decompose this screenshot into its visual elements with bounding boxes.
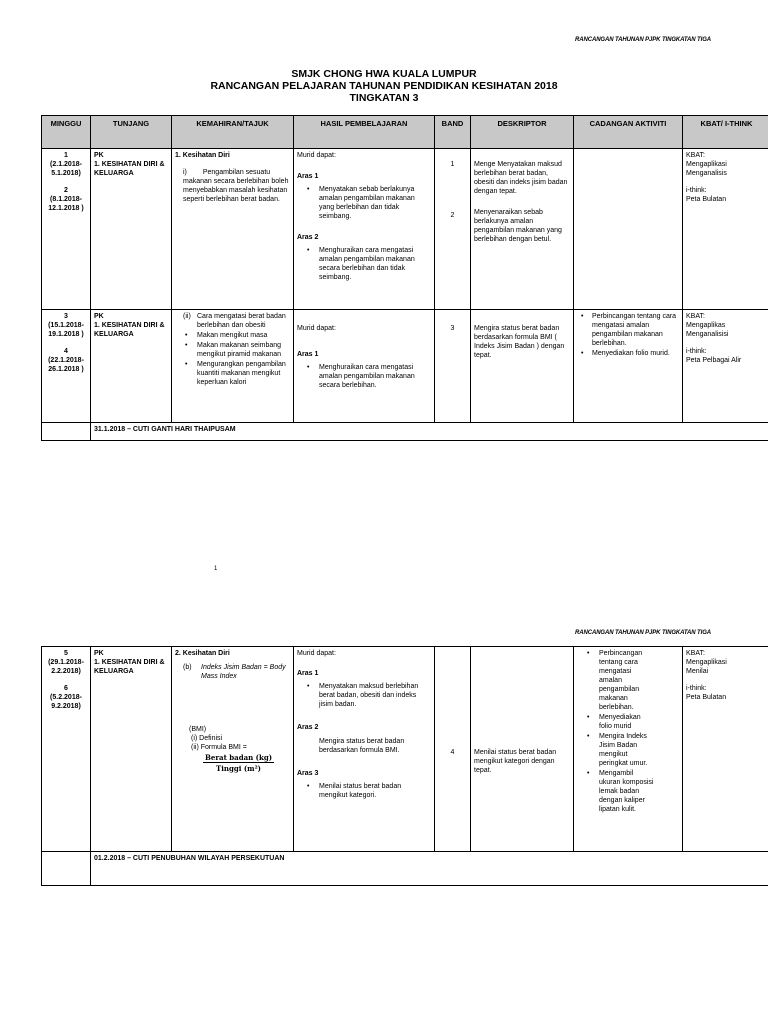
- descriptor-cell: [471, 310, 574, 423]
- tunjang-cell: [91, 149, 172, 310]
- outcome-item: • Menghuraikan cara mengatasi amalan pengambilan makanan secara berlebihan dan tidak seimbang.: [297, 246, 431, 282]
- week-number: 3: [64, 313, 68, 320]
- list-item: • Makan mengikut masa: [175, 331, 290, 340]
- header-deskriptor: DESKRIPTOR: [471, 116, 574, 149]
- table-row: [42, 647, 768, 852]
- aras-label: Aras 3: [297, 770, 319, 777]
- week-number: 1: [64, 152, 68, 159]
- aras-label: Aras 1: [297, 351, 319, 358]
- bmi-formula-label: (ii) Formula BMI =: [191, 744, 247, 751]
- activity-cell: [574, 310, 683, 423]
- kbat-cell: [683, 647, 768, 852]
- holiday-text: 01.2.2018 – CUTI PENUBUHAN WILAYAH PERSEKUTUAN: [91, 852, 768, 886]
- kbat-value: Mengaplikasi: [686, 161, 727, 168]
- activity-item: • Menyediakan folio murid: [577, 713, 655, 731]
- tunjang-name: 1. KESIHATAN DIRI & KELUARGA: [94, 322, 165, 338]
- murid-dapat: Murid dapat:: [297, 152, 336, 159]
- activity-item: • Menyediakan folio murid.: [577, 349, 679, 358]
- band-cell: [435, 149, 471, 310]
- activity-cell: [574, 647, 683, 852]
- topic-title: 2. Kesihatan Diri: [175, 650, 230, 657]
- week-cell: [42, 149, 91, 310]
- tunjang-code: PK: [94, 313, 104, 320]
- holiday-row: [42, 423, 768, 441]
- header-tunjang: TUNJANG: [91, 116, 172, 149]
- aras-label: Aras 1: [297, 670, 319, 677]
- holiday-row: [42, 852, 768, 886]
- header-kbat: KBAT/ I-THINK: [683, 116, 768, 149]
- subtopic-marker: i): [183, 169, 187, 176]
- yearly-plan-table: [41, 115, 768, 441]
- week-dates: (8.1.2018-12.1.2018 ): [48, 196, 84, 212]
- topic-cell: [172, 149, 294, 310]
- holiday-text: 31.1.2018 – CUTI GANTI HARI THAIPUSAM: [91, 423, 768, 441]
- activity-item: • Mengira Indeks Jisim Badan mengikut peringkat umur.: [577, 732, 655, 768]
- holiday-spacer: [42, 423, 91, 441]
- aras-label: Aras 1: [297, 173, 319, 180]
- tunjang-cell: [91, 647, 172, 852]
- activity-item: • Perbincangan tentang cara mengatasi amalan pengambilan makanan berlebihan.: [577, 312, 679, 348]
- topic-cell: [172, 310, 294, 423]
- aras-label: Aras 2: [297, 234, 319, 241]
- outcome-item: Mengira status berat badan berdasarkan formula BMI.: [319, 738, 405, 754]
- tunjang-code: PK: [94, 152, 104, 159]
- week-cell: [42, 310, 91, 423]
- week-number: 4: [64, 348, 68, 355]
- outcome-item: • Menyatakan sebab berlakunya amalan pengambilan makanan yang berlebihan dan tidak seimbang.: [297, 185, 431, 221]
- kbat-value: Menilai: [686, 668, 709, 675]
- kbat-label: KBAT:: [686, 313, 705, 320]
- subtopic-text: Indeks Jisim Badan = Body Mass Index: [201, 664, 286, 680]
- subtopic-text-first: Pengambilan sesuatu: [202, 169, 271, 176]
- week-dates: (29.1.2018-2.2.2018): [48, 659, 84, 675]
- ithink-label: i-think:: [686, 348, 707, 355]
- topic-cell: [172, 647, 294, 852]
- descriptor-text: Mengira status berat badan berdasarkan formula BMI ( Indeks Jisim Badan ) dengan tepat.: [474, 325, 565, 359]
- descriptor-text: Menge Menyatakan maksud berlebihan berat badan, obesiti dan indeks jisim badan dengan tepat.: [474, 161, 568, 195]
- week-dates: (5.2.2018-9.2.2018): [50, 694, 82, 710]
- week-dates: (22.1.2018-26.1.2018 ): [48, 357, 84, 373]
- kbat-cell: [683, 149, 768, 310]
- descriptor-text: Menilai status berat badan mengikut kategori dengan tepat.: [474, 749, 557, 774]
- subtopic-text-rest: makanan secara berlebihan boleh menyebabkan masalah kesihatan seperti berlebihan berat badan.: [183, 178, 289, 203]
- kbat-value: Menganalisisi: [686, 331, 729, 338]
- tunjang-name: 1. KESIHATAN DIRI & KELUARGA: [94, 659, 165, 675]
- ithink-label: i-think:: [686, 187, 707, 194]
- subtopic-marker: (ii): [183, 313, 191, 320]
- ithink-label: i-think:: [686, 685, 707, 692]
- activity-item: • Mengambil ukuran komposisi lemak badan dengan kaliper lipatan kulit.: [577, 769, 655, 814]
- week-dates: (2.1.2018-5.1.2018): [50, 161, 82, 177]
- descriptor-cell: [471, 149, 574, 310]
- ithink-value: Peta Pelbagai Alir: [686, 357, 742, 364]
- subtopic: [175, 168, 290, 204]
- formula-numerator: Berat badan (kg): [205, 753, 273, 762]
- ithink-value: Peta Bulatan: [686, 694, 727, 701]
- aras-label: Aras 2: [297, 724, 319, 731]
- ithink-value: Peta Bulatan: [686, 196, 727, 203]
- kbat-value: Mengaplikasi: [686, 659, 727, 666]
- subtopic-marker: (b): [183, 664, 192, 671]
- table-header-row: [42, 116, 768, 149]
- kbat-value: Mengaplikas: [686, 322, 726, 329]
- header-minggu: MINGGU: [42, 116, 91, 149]
- tunjang-code: PK: [94, 650, 104, 657]
- band-value: 2: [450, 212, 455, 219]
- band-value: 3: [450, 325, 455, 332]
- header-band: BAND: [435, 116, 471, 149]
- plan-title: RANCANGAN PELAJARAN TAHUNAN PENDIDIKAN KESIHATAN 2018: [210, 80, 558, 92]
- topic-title: 1. Kesihatan Diri: [175, 152, 230, 159]
- page-number: 1: [214, 566, 218, 572]
- outcome-cell: [294, 149, 435, 310]
- bmi-definition: (i) Definisi: [191, 735, 223, 742]
- header-hasil: HASIL PEMBELAJARAN: [294, 116, 435, 149]
- descriptor-text: Menyenaraikan sebab berlakunya amalan pengambilan makanan yang berlebihan dengan betul.: [474, 209, 562, 243]
- outcome-item: • Menghuraikan cara mengatasi amalan pengambilan makanan secara berlebihan.: [297, 363, 431, 390]
- kbat-cell: [683, 310, 768, 423]
- kbat-label: KBAT:: [686, 152, 705, 159]
- activity-item: • Perbincangan tentang cara mengatasi amalan pengambilan makanan berlebihan.: [577, 649, 655, 712]
- descriptor-cell: [471, 647, 574, 852]
- murid-dapat: Murid dapat:: [297, 325, 336, 332]
- table-row: [42, 310, 768, 423]
- yearly-plan-table-continued: [41, 646, 768, 886]
- header-kemahiran: KEMAHIRAN/TAJUK: [172, 116, 294, 149]
- week-dates: (15.1.2018-19.1.2018 ): [48, 322, 84, 338]
- band-cell: [435, 310, 471, 423]
- kbat-value: Menganalisis: [686, 170, 727, 177]
- header-cadangan: CADANGAN AKTIVITI: [574, 116, 683, 149]
- list-item: • Makan makanan seimbang mengikut piramid makanan: [175, 341, 290, 359]
- band-value: 4: [450, 749, 455, 756]
- activity-cell: [574, 149, 683, 310]
- list-item: • Mengurangkan pengambilan kuantiti makanan mengikut keperluan kalori: [175, 360, 290, 387]
- table-row: [42, 149, 768, 310]
- week-number: 2: [64, 187, 68, 194]
- week-number: 5: [64, 650, 68, 657]
- document-title-block: [0, 68, 768, 104]
- band-cell: [435, 647, 471, 852]
- bmi-label: (BMI): [189, 726, 207, 733]
- outcome-item: • Menilai status berat badan mengikut kategori.: [297, 782, 431, 800]
- running-header: RANCANGAN TAHUNAN PJPK TINGKATAN TIGA: [575, 630, 711, 636]
- school-name: SMJK CHONG HWA KUALA LUMPUR: [291, 68, 477, 80]
- outcome-item: • Menyatakan maksud berlebihan berat badan, obesiti dan indeks jisim badan.: [297, 682, 431, 709]
- week-cell: [42, 647, 91, 852]
- band-value: 1: [450, 161, 455, 168]
- subtopic-text: Cara mengatasi berat badan berlebihan dan obesiti: [197, 313, 286, 329]
- running-header: RANCANGAN TAHUNAN PJPK TINGKATAN TIGA: [575, 37, 711, 43]
- tunjang-cell: [91, 310, 172, 423]
- formula-denominator: Tinggi (m²): [216, 764, 261, 773]
- outcome-cell: [294, 310, 435, 423]
- subtopic: [183, 663, 290, 681]
- subtopic: [183, 312, 290, 330]
- week-number: 6: [64, 685, 68, 692]
- murid-dapat: Murid dapat:: [297, 650, 336, 657]
- outcome-cell: [294, 647, 435, 852]
- bmi-formula: [203, 753, 274, 773]
- form-level: TINGKATAN 3: [349, 92, 419, 104]
- holiday-spacer: [42, 852, 91, 886]
- tunjang-name: 1. KESIHATAN DIRI & KELUARGA: [94, 161, 165, 177]
- kbat-label: KBAT:: [686, 650, 705, 657]
